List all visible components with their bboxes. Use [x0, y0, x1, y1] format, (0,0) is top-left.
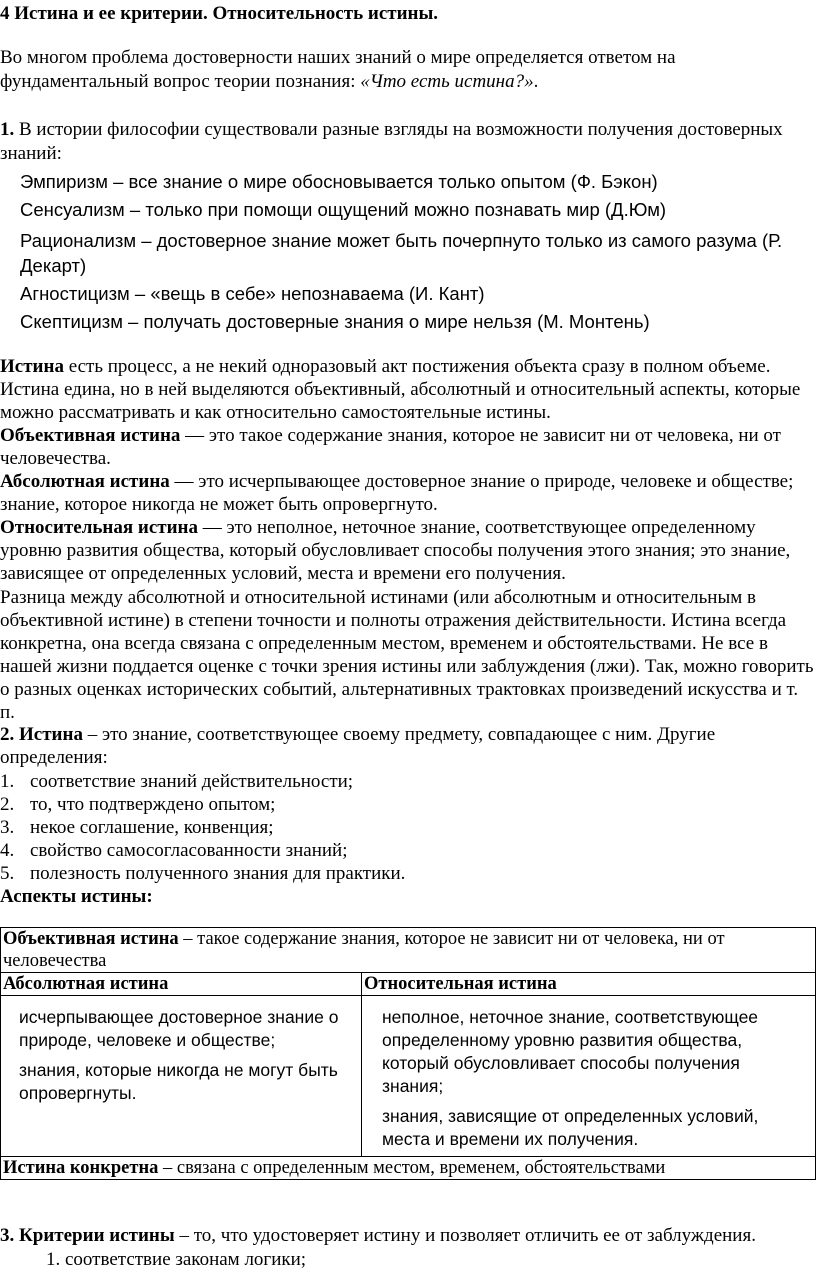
list-item: 2. то, что подтверждено опытом;	[0, 794, 276, 815]
section-1-intro: 1. В истории философии существовали разные взгляды на возможности получения достоверных знаний:	[0, 119, 783, 164]
objective-truth-cell: Объективная истина – такое содержание знания, которое не зависит ни от человека, ни от человечества	[1, 928, 816, 973]
relative-truth-definition: Относительная истина — это неполное, неточное знание, соответствующее определенному уровню развития общества, который обусловливает способы получения этого знания; это знание, зависящее от определенных условий, места и времени его получения.	[0, 517, 791, 584]
aspects-table	[0, 927, 816, 1180]
view-sensualism: Сенсуализм – только при помощи ощущений можно познавать мир (Д.Юм)	[20, 199, 667, 220]
relative-point: знания, зависящие от определенных условий, места и времени их получения.	[382, 1106, 759, 1149]
view-empiricism: Эмпиризм – все знание о мире обосновывается только опытом (Ф. Бэкон)	[20, 171, 658, 192]
list-item: 3. некое соглашение, конвенция;	[0, 817, 274, 838]
document-title: 4 Истина и ее критерии. Относительность истины.	[0, 3, 439, 24]
aspects-heading: Аспекты истины:	[0, 886, 153, 907]
view-rationalism: Рационализм – достоверное знание может быть почерпнуто только из самого разума (Р. Декарт)	[20, 230, 783, 276]
absolute-point: исчерпывающее достоверное знание о природе, человеке и обществе;	[19, 1007, 339, 1050]
relative-truth-header: Относительная истина	[362, 973, 816, 996]
view-skepticism: Скептицизм – получать достоверные знания о мире нельзя (М. Монтень)	[20, 311, 650, 332]
section-3-intro: 3. Критерии истины – то, что удостоверяет истину и позволяет отличить ее от заблуждения.	[0, 1225, 756, 1246]
intro-paragraph: Во многом проблема достоверности наших знаний о мире определяется ответом на фундаментальный вопрос теории познания: «Что есть истина?».	[0, 47, 676, 92]
relative-point: неполное, неточное знание, соответствующее определенному уровню развития общества, который обусловливает способы получения знания;	[382, 1007, 759, 1096]
absolute-truth-definition: Абсолютная истина — это исчерпывающее достоверное знание о природе, человеке и обществе; знание, которое никогда не может быть опровергнуто.	[0, 471, 794, 515]
view-agnosticism: Агностицизм – «вещь в себе» непознаваема (И. Кант)	[20, 283, 485, 304]
absolute-truth-header: Абсолютная истина	[1, 973, 362, 996]
truth-paragraph: Истина есть процесс, а не некий одноразовый акт постижения объекта сразу в полном объеме. Истина едина, но в ней выделяются объективный, абсолютный и относительный аспекты, которые можно рассматривать и как относительно самостоятельные истины.	[0, 356, 801, 423]
list-item: 1. соответствие знаний действительности;	[0, 771, 354, 792]
difference-paragraph: Разница между абсолютной и относительной истинами (или абсолютным и относительным в объективной истине) в степени точности и полноты отражения действительности. Истина всегда конкретна, она всегда связана с определенным местом, временем и обстоятельствами. Не все в нашей жизни поддается оценке с точки зрения истины или заблуждения (лжи). Так, можно говорить о разных оценках исторических событий, альтернативных трактовках произведений искусства и т. п.	[0, 587, 814, 723]
absolute-truth-points	[1, 996, 362, 1157]
section-2-intro: 2. Истина – это знание, соответствующее своему предмету, совпадающее с ним. Другие определения:	[0, 724, 716, 768]
intro-question: «Что есть истина?»	[360, 71, 534, 92]
criteria-item: 1. соответствие законам логики;	[46, 1249, 307, 1270]
relative-truth-points	[362, 996, 816, 1157]
definitions-list	[0, 770, 816, 885]
concrete-truth-cell: Истина конкретна – связана с определенным местом, временем, обстоятельствами	[1, 1157, 816, 1180]
list-item: 4. свойство самосогласованности знаний;	[0, 840, 348, 861]
absolute-point: знания, которые никогда не могут быть опровергнуты.	[19, 1060, 338, 1103]
objective-truth-definition: Объективная истина — это такое содержание знания, которое не зависит ни от человека, ни от человечества.	[0, 425, 781, 469]
list-item: 5. полезность полученного знания для практики.	[0, 863, 406, 884]
